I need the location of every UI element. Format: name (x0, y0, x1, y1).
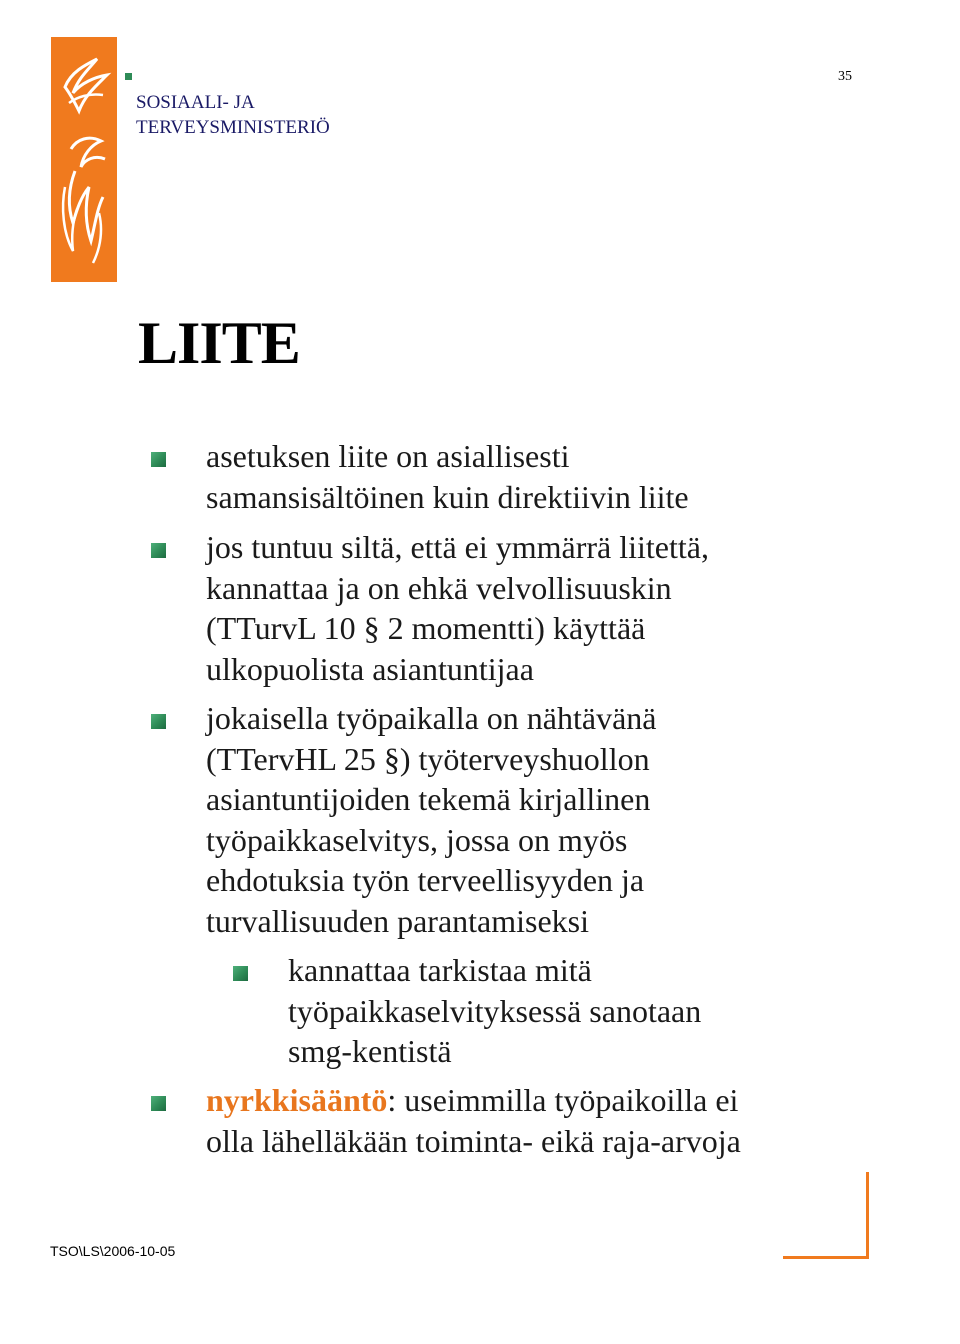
bullet-item-2: jos tuntuu siltä, että ei ymmärrä liitettä, kannattaa ja on ehkä velvollisuuskin (TTurvL 10 § 2 momentti) käyttää ulkopuolista asiantuntijaa (206, 529, 709, 687)
footer-code: TSO\LS\2006-10-05 (50, 1243, 176, 1259)
page-number: 35 (838, 69, 852, 84)
bullet-square-icon (151, 1096, 166, 1111)
bullet-square-icon (151, 452, 166, 467)
bullet-square-icon (151, 714, 166, 729)
frame-line-horizontal (783, 1256, 869, 1259)
slide-title: LIITE (138, 310, 300, 376)
bullet-square-icon (151, 543, 166, 558)
ministry-name (136, 90, 330, 140)
ministry-logo (51, 37, 117, 282)
bullet-item-3: jokaisella työpaikalla on nähtävänä (TTervHL 25 §) työterveyshuollon asiantuntijoiden tekemä kirjallinen työpaikkaselvitys, jossa on myös ehdotuksia työn terveellisyyden ja turvallisuuden parantamiseksi (206, 700, 657, 939)
frame-line-vertical (866, 1172, 869, 1258)
header-bullet-icon (125, 73, 132, 80)
ministry-logo-icon (51, 37, 117, 282)
ministry-name-line1: SOSIAALI- JA (136, 92, 255, 113)
rule-of-thumb-text: : useimmilla työpaikoilla ei olla lähelläkään toiminta- eikä raja-arvoja (206, 1082, 741, 1159)
ministry-name-line2: TERVEYSMINISTERIÖ (136, 117, 330, 138)
rule-of-thumb-highlight: nyrkkisääntö (206, 1082, 388, 1118)
sub-bullet-square-icon (233, 966, 248, 981)
bullet-item-4 (206, 1080, 741, 1161)
sub-bullet-item-1: kannattaa tarkistaa mitä työpaikkaselvityksessä sanotaan smg-kentistä (288, 952, 702, 1069)
bullet-item-1: asetuksen liite on asiallisesti samansisältöinen kuin direktiivin liite (206, 438, 689, 515)
